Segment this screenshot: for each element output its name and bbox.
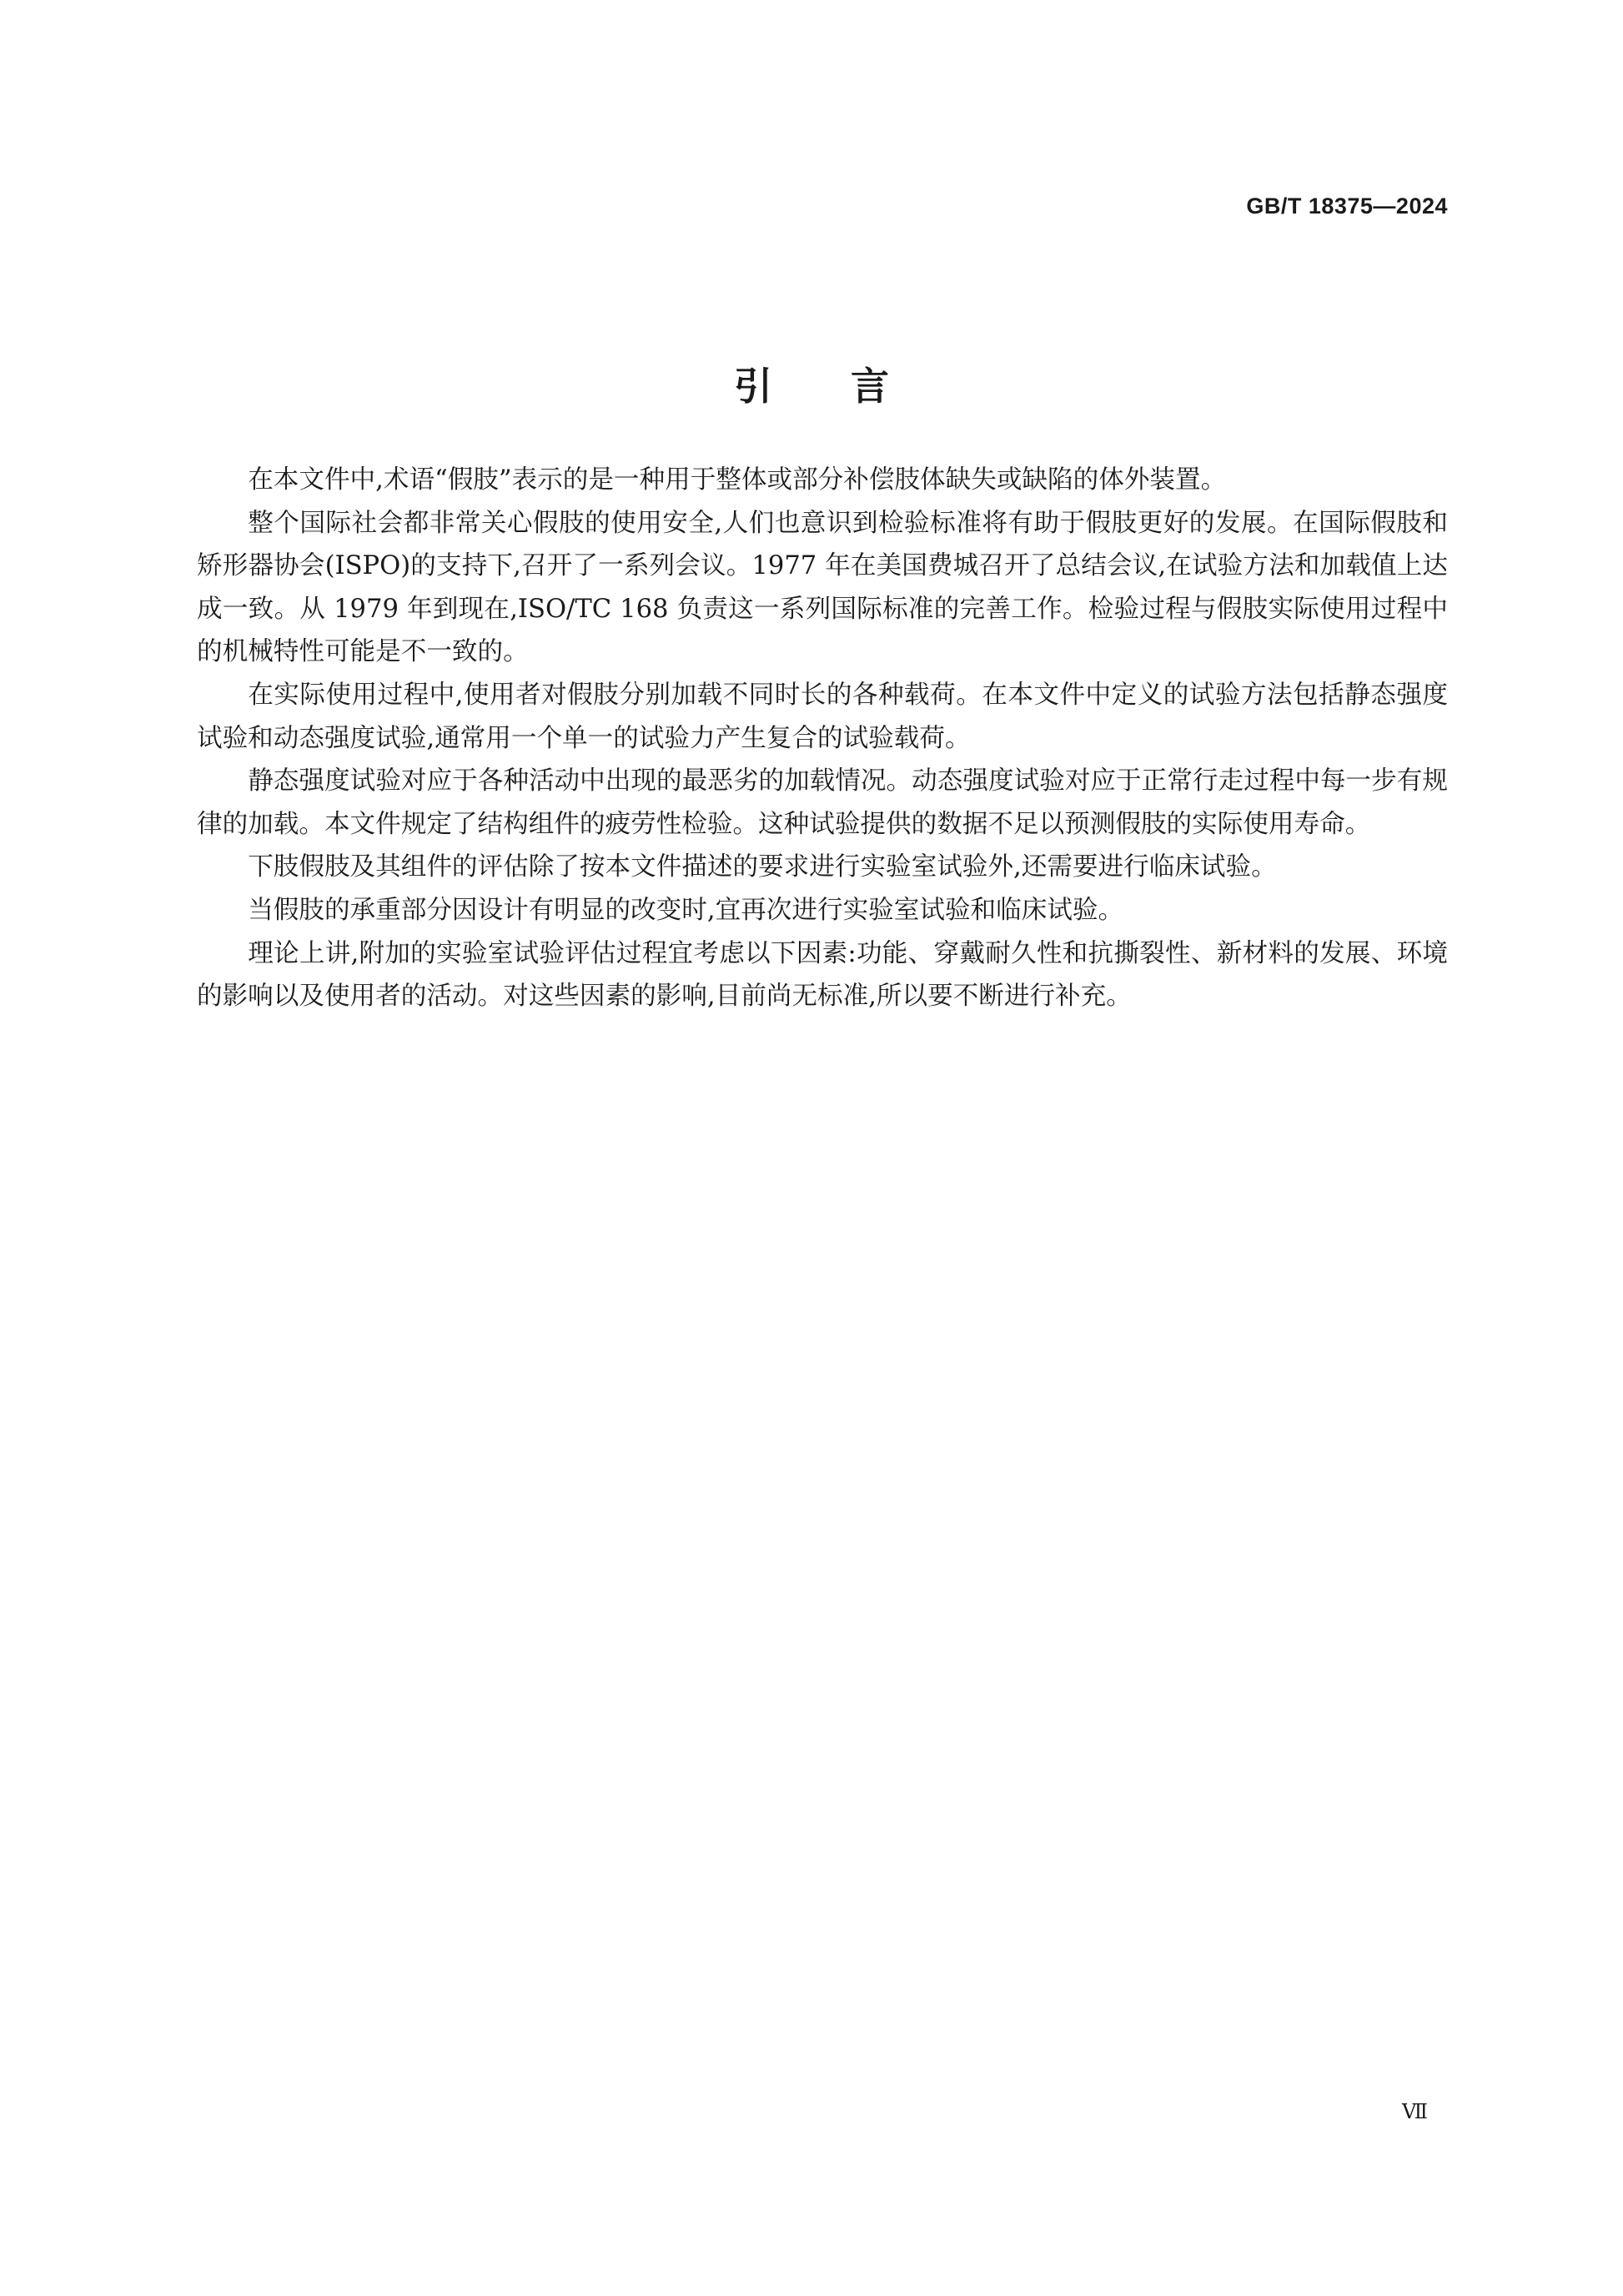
page-number: Ⅶ (1402, 2100, 1428, 2123)
paragraph-definition: 在本文件中,术语“假肢”表示的是一种用于整体或部分补偿肢体缺失或缺陷的体外装置。 (248, 465, 1227, 495)
paragraph-clinical-tests: 下肢假肢及其组件的评估除了按本文件描述的要求进行实验室试验外,还需要进行临床试验。 (248, 852, 1277, 882)
paragraph-loading: 在实际使用过程中,使用者对假肢分别加载不同时长的各种载荷。在本文件中定义的试验方法包括静态强度试验和动态强度试验,通常用一个单一的试验力产生复合的试验载荷。 (197, 680, 1448, 753)
introduction-body (197, 459, 1448, 1018)
paragraph-history: 整个国际社会都非常关心假肢的使用安全,人们也意识到检验标准将有助于假肢更好的发展。在国际假肢和矫形器协会(ISPO)的支持下,召开了一系列会议。1977 年在美国费城召开了总结会议,在试验方法和加载值上达成一致。从 1979 年到现在,ISO/TC 168 负责这一系列国际标准的完善工作。检验过程与假肢实际使用过程中的机械特性可能是不一致的。 (197, 508, 1448, 667)
paragraph-design-change: 当假肢的承重部分因设计有明显的改变时,宜再次进行实验室试验和临床试验。 (248, 895, 1124, 925)
paragraph-additional-factors: 理论上讲,附加的实验室试验评估过程宜考虑以下因素:功能、穿戴耐久性和抗撕裂性、新材料的发展、环境的影响以及使用者的活动。对这些因素的影响,目前尚无标准,所以要不断进行补充。 (197, 938, 1448, 1012)
page-title: 引言 (734, 363, 967, 409)
standard-code: GB/T 18375—2024 (1246, 193, 1448, 219)
paragraph-strength-tests: 静态强度试验对应于各种活动中出现的最恶劣的加载情况。动态强度试验对应于正常行走过程中每一步有规律的加载。本文件规定了结构组件的疲劳性检验。这种试验提供的数据不足以预测假肢的实际使用寿命。 (197, 766, 1448, 839)
